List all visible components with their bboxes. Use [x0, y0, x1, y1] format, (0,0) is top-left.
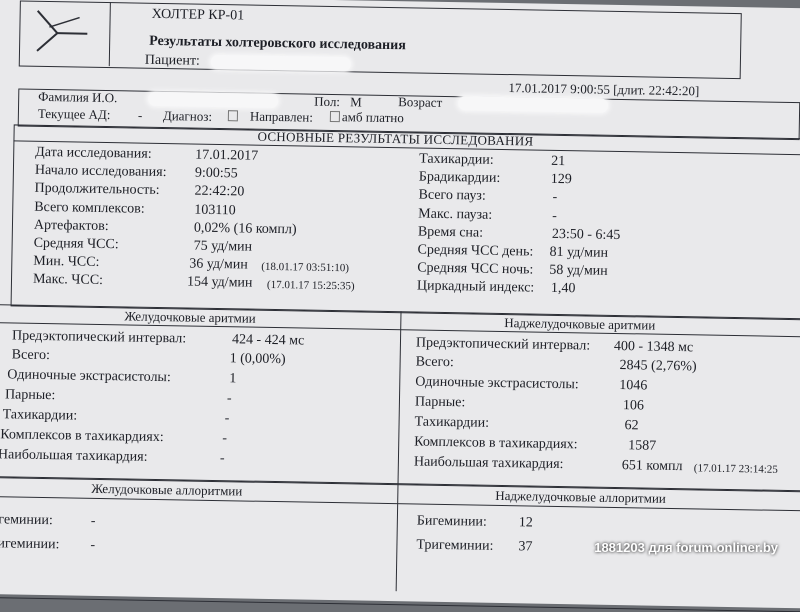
- sv-interval-value: 400 - 1348 мс: [614, 339, 694, 356]
- sv-longest-label: Наибольшая тахикардия:: [414, 454, 564, 473]
- total-pauses-label: Всего пауз:: [418, 188, 486, 205]
- avg-hr-value: 75 уд/мин: [193, 239, 252, 256]
- circadian-index-value: 1,40: [551, 281, 576, 297]
- max-hr-label: Макс. ЧСС:: [33, 272, 103, 289]
- study-start-label: Начало исследования:: [35, 163, 167, 181]
- v-bigeminy-value: -: [91, 514, 96, 530]
- sv-paired-value: 106: [623, 398, 644, 414]
- v-single-label: Одиночные экстрасистолы:: [7, 367, 171, 386]
- artifacts-value: 0,02% (16 компл): [194, 221, 297, 239]
- circadian-index-label: Циркадный индекс:: [417, 278, 535, 296]
- day-hr-label: Средняя ЧСС день:: [417, 243, 533, 261]
- sv-longest-time: (17.01.17 23:14:25: [694, 462, 778, 475]
- sv-tachycardia-value: 62: [624, 418, 638, 434]
- sv-complexes-value: 1587: [628, 438, 656, 454]
- name-label: Фамилия И.О.: [38, 89, 117, 106]
- sex-label: Пол:: [314, 94, 340, 110]
- bp-value: -: [138, 108, 143, 124]
- diagnosis-label: Диагноз:: [163, 108, 212, 125]
- v-complexes-label: Комплексов в тахикардиях:: [0, 427, 164, 446]
- patient-name-redaction: [211, 55, 351, 71]
- diagnosis-checkbox-icon: [228, 110, 238, 121]
- v-longest-label: Наибольшая тахикардия:: [0, 447, 148, 466]
- study-date-value: 17.01.2017: [195, 148, 258, 165]
- tachycardia-count-value: 21: [551, 154, 565, 170]
- referred-checkbox-icon: [330, 111, 340, 122]
- sv-longest-value: 651 компл: [622, 458, 683, 475]
- sleep-time-value: 23:50 - 6:45: [552, 227, 621, 244]
- v-total-value: 1 (0,00%): [230, 351, 286, 368]
- study-start-value: 9:00:55: [195, 166, 238, 183]
- v-paired-value: -: [227, 391, 232, 407]
- sv-trigeminy-value: 37: [518, 539, 532, 555]
- duration-label: Продолжительность:: [34, 181, 159, 199]
- max-hr-time: (17.01.17 15:25:35): [267, 279, 355, 293]
- sv-paired-label: Парные:: [415, 394, 466, 411]
- v-trigeminy-label: Тригеминии:: [0, 536, 60, 553]
- sv-bigeminy-label: Бигеминии:: [417, 514, 487, 531]
- v-single-value: 1: [229, 371, 236, 387]
- min-hr-label: Мин. ЧСС:: [33, 254, 99, 271]
- forum-watermark: 1881203 для forum.onliner.by: [594, 540, 778, 555]
- bradycardia-count-value: 129: [551, 172, 572, 188]
- bp-label: Текущее АД:: [38, 106, 111, 123]
- sv-total-label: Всего:: [415, 354, 454, 371]
- supraventricular-allo-title: Наджелудочковые аллоритмии: [495, 488, 666, 507]
- v-paired-label: Парные:: [5, 387, 56, 404]
- min-hr-value: 36 уд/мин: [189, 257, 248, 274]
- referred-label: Направлен:: [250, 109, 313, 126]
- max-pause-label: Макс. пауза:: [418, 207, 492, 224]
- sv-total-value: 2845 (2,76%): [619, 358, 696, 375]
- v-bigeminy-label: Бигеминии:: [0, 512, 53, 529]
- v-tachycardia-value: -: [224, 411, 229, 427]
- age-label: Возраст: [398, 94, 442, 111]
- v-complexes-value: -: [222, 431, 227, 447]
- study-date-label: Дата исследования:: [35, 145, 152, 163]
- sv-interval-label: Предэктопический интервал:: [416, 335, 590, 354]
- sv-bigeminy-value: 12: [519, 515, 533, 531]
- duration-value: 22:42:20: [194, 184, 244, 201]
- record-datetime: 17.01.2017 9:00:55 [длит. 22:42:20]: [508, 80, 699, 99]
- artifacts-label: Артефактов:: [34, 218, 109, 235]
- main-results-title: ОСНОВНЫЕ РЕЗУЛЬТАТЫ ИССЛЕДОВАНИЯ: [257, 129, 533, 150]
- referred-value: амб платно: [342, 109, 404, 126]
- total-pauses-value: -: [552, 190, 557, 206]
- ventricular-allo-title: Желудочковые аллоритмии: [91, 481, 242, 500]
- min-hr-time: (18.01.17 03:51:10): [261, 261, 349, 275]
- day-hr-value: 81 уд/мин: [549, 245, 608, 262]
- v-interval-value: 424 - 424 мс: [232, 332, 305, 349]
- holter-logo-icon: [29, 7, 92, 56]
- sleep-time-label: Время сна:: [418, 225, 483, 242]
- v-trigeminy-value: -: [90, 538, 95, 554]
- ventricular-title: Желудочковые аритмии: [124, 308, 256, 326]
- supraventricular-title: Наджелудочковые аритмии: [504, 315, 655, 334]
- v-interval-label: Предэктопический интервал:: [12, 328, 186, 347]
- name-redaction: [148, 92, 278, 108]
- sv-single-value: 1046: [619, 378, 647, 394]
- sex-value: М: [350, 94, 362, 110]
- night-hr-label: Средняя ЧСС ночь:: [417, 261, 533, 279]
- patient-label: Пациент:: [145, 53, 200, 70]
- age-redaction: [458, 96, 608, 113]
- v-tachycardia-label: Тахикардии:: [3, 407, 78, 424]
- tachycardia-count-label: Тахикардии:: [419, 152, 494, 169]
- max-hr-value: 154 уд/мин: [187, 274, 253, 291]
- max-pause-value: -: [552, 209, 557, 225]
- sv-tachycardia-label: Тахикардии:: [414, 414, 489, 431]
- total-complexes-value: 103110: [194, 203, 236, 220]
- avg-hr-label: Средняя ЧСС:: [34, 236, 119, 253]
- sv-trigeminy-label: Тригеминии:: [416, 538, 493, 555]
- total-complexes-label: Всего комплексов:: [34, 200, 145, 218]
- device-name: ХОЛТЕР КР-01: [152, 7, 245, 25]
- bradycardia-count-label: Брадикардии:: [419, 170, 501, 187]
- night-hr-value: 58 уд/мин: [549, 263, 608, 280]
- v-total-label: Всего:: [12, 347, 51, 364]
- v-longest-value: -: [220, 451, 225, 467]
- report-title: Результаты холтеровского исследования: [149, 34, 406, 54]
- sv-single-label: Одиночные экстрасистолы:: [415, 374, 579, 393]
- sv-complexes-label: Комплексов в тахикардиях:: [414, 434, 578, 453]
